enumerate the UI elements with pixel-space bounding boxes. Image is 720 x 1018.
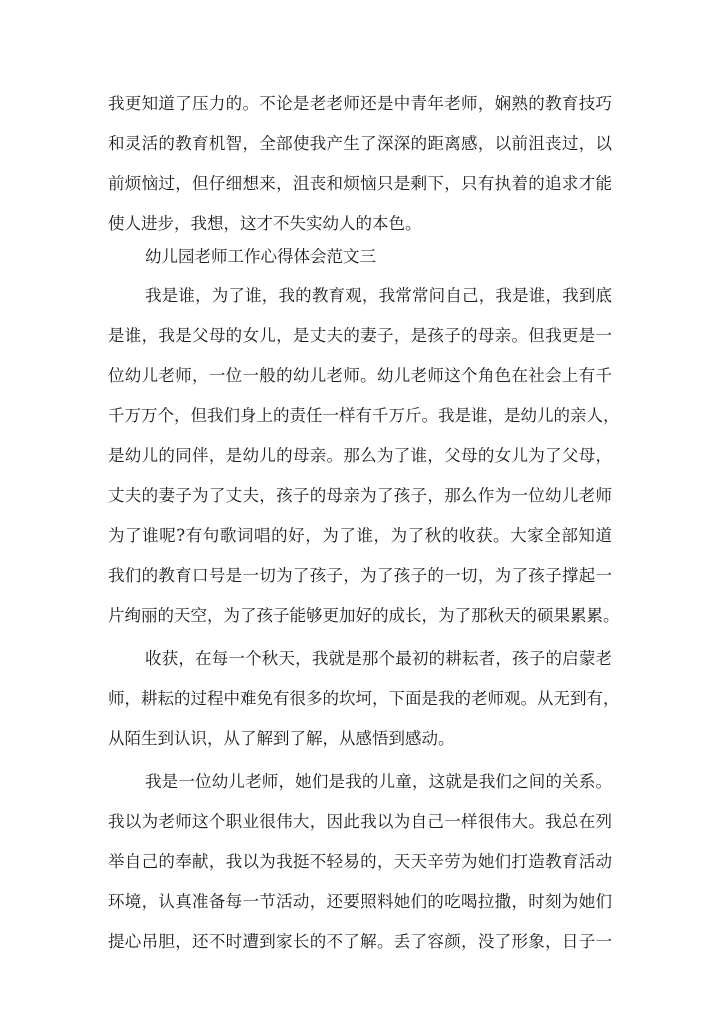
text-line: 和灵活的教育机智，全部使我产生了深深的距离感，以前沮丧过，以 xyxy=(108,134,612,153)
text-line: 前烦恼过，但仔细想来，沮丧和烦恼只是剩下，只有执着的追求才能 xyxy=(108,174,612,193)
text-line: 我以为老师这个职业很伟大，因此我以为自己一样很伟大。我总在列 xyxy=(108,812,612,831)
text-line: 片绚丽的天空，为了孩子能够更加好的成长，为了那秋天的硕果累累。 xyxy=(108,606,620,625)
text-line: 师，耕耘的过程中难免有很多的坎坷，下面是我的老师观。从无到有， xyxy=(108,689,620,708)
text-line: 我是谁，为了谁，我的教育观，我常常问自己，我是谁，我到底 xyxy=(145,286,612,305)
text-line: 收获，在每一个秋天，我就是那个最初的耕耘者，孩子的启蒙老 xyxy=(145,649,612,668)
text-line: 举自己的奉献，我以为我挺不轻易的，天天辛劳为她们打造教育活动 xyxy=(108,852,612,871)
text-line: 提心吊胆，还不时遭到家长的不了解。丢了容颜，没了形象，日子一 xyxy=(108,932,612,951)
text-line: 千万万个，但我们身上的责任一样有千万斤。我是谁，是幼儿的亲人， xyxy=(108,406,620,425)
text-line: 我们的教育口号是一切为了孩子，为了孩子的一切，为了孩子撑起一 xyxy=(108,566,612,585)
text-line: 我更知道了压力的。不论是老老师还是中青年老师，娴熟的教育技巧 xyxy=(108,94,612,113)
text-line: 位幼儿老师，一位一般的幼儿老师。幼儿老师这个角色在社会上有千 xyxy=(108,366,612,385)
text-line: 从陌生到认识，从了解到了解，从感悟到感动。 xyxy=(108,729,455,748)
text-line: 丈夫的妻子为了丈夫，孩子的母亲为了孩子，那么作为一位幼儿老师 xyxy=(108,486,612,505)
text-line: 环境，认真准备每一节活动，还要照料她们的吃喝拉撒，时刻为她们 xyxy=(108,892,612,911)
text-line: 是谁，我是父母的女儿，是丈夫的妻子，是孩子的母亲。但我更是一 xyxy=(108,326,612,345)
section-heading: 幼儿园老师工作心得体会范文三 xyxy=(145,247,376,266)
text-line: 为了谁呢?有句歌词唱的好，为了谁，为了秋的收获。大家全部知道 xyxy=(108,526,612,545)
text-line: 是幼儿的同伴，是幼儿的母亲。那么为了谁，父母的女儿为了父母， xyxy=(108,446,612,465)
text-line: 我是一位幼儿老师，她们是我的儿童，这就是我们之间的关系。 xyxy=(145,772,612,791)
text-line: 使人进步，我想，这才不失实幼人的本色。 xyxy=(108,214,422,233)
